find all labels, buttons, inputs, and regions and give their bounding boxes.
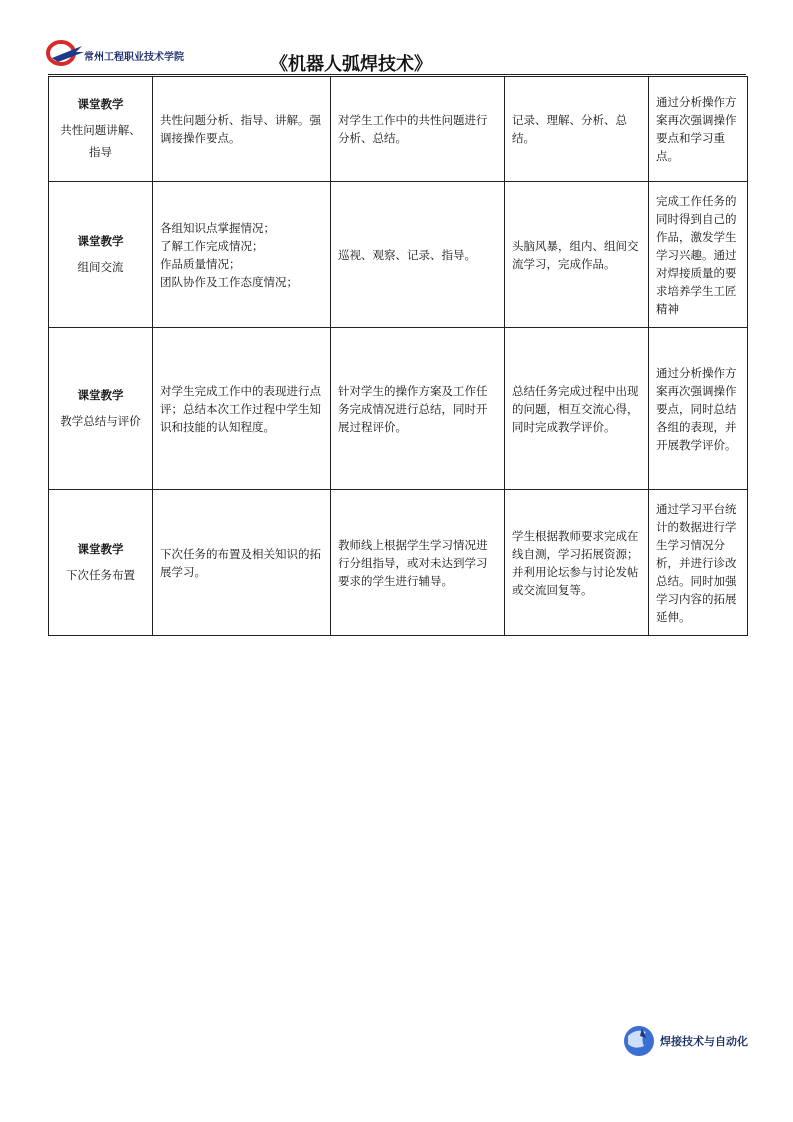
student-activity-cell: 学生根据教师要求完成在线自测，学习拓展资源；并利用论坛参与讨论发帖或交流回复等。 xyxy=(505,490,649,636)
content-cell: 下次任务的布置及相关知识的拓展学习。 xyxy=(153,490,331,636)
stage-name-label: 共性问题讲解、指导 xyxy=(60,123,141,159)
content-line: 各组知识点掌握情况； xyxy=(160,220,275,235)
content-line: 作品质量情况； xyxy=(160,256,241,271)
header-divider xyxy=(48,74,746,75)
table-row xyxy=(49,328,748,490)
table-row xyxy=(49,182,748,328)
welding-globe-icon xyxy=(622,1024,656,1058)
school-name: 常州工程职业技术学院 xyxy=(84,52,184,63)
content-cell: 共性问题分析、指导、讲解。强调接操作要点。 xyxy=(153,77,331,182)
student-activity-cell: 头脑风暴，组内、组间交流学习，完成作品。 xyxy=(505,182,649,328)
design-intent-cell: 通过学习平台统计的数据进行学生学习情况分析，并进行诊改总结。同时加强学习内容的拓展延伸。 xyxy=(649,490,748,636)
content-cell: 对学生完成工作中的表现进行点评；总结本次工作过程中学生知识和技能的认知程度。 xyxy=(153,328,331,490)
student-activity-cell: 总结任务完成过程中出现的问题，相互交流心得，同时完成教学评价。 xyxy=(505,328,649,490)
stage-cell xyxy=(49,77,153,182)
footer-label: 焊接技术与自动化 xyxy=(660,1035,748,1048)
stage-type-label: 课堂教学 xyxy=(77,97,124,111)
teacher-activity-cell: 巡视、观察、记录、指导。 xyxy=(331,182,505,328)
stage-type-label: 课堂教学 xyxy=(77,541,124,556)
table-row xyxy=(49,490,748,636)
content-line: 团队协作及工作态度情况； xyxy=(160,274,298,289)
design-intent-cell: 通过分析操作方案再次强调操作要点和学习重点。 xyxy=(649,77,748,182)
stage-type-label: 课堂教学 xyxy=(77,233,124,248)
teacher-activity-cell: 针对学生的操作方案及工作任务完成情况进行总结，同时开展过程评价。 xyxy=(331,328,505,490)
stage-name-label: 教学总结与评价 xyxy=(60,413,141,428)
teacher-activity-cell: 教师线上根据学生学习情况进行分组指导，或对未达到学习要求的学生进行辅导。 xyxy=(331,490,505,636)
teacher-activity-cell: 对学生工作中的共性问题进行分析、总结。 xyxy=(331,77,505,182)
stage-cell xyxy=(49,328,153,490)
lesson-plan-table xyxy=(48,76,748,636)
student-activity-cell: 记录、理解、分析、总结。 xyxy=(505,77,649,182)
stage-name-label: 组间交流 xyxy=(77,259,124,274)
content-cell xyxy=(153,182,331,328)
school-logo-icon xyxy=(46,40,86,66)
design-intent-cell: 通过分析操作方案再次强调操作要点，同时总结各组的表现，并开展教学评价。 xyxy=(649,328,748,490)
content-line: 了解工作完成情况； xyxy=(160,238,264,253)
stage-cell xyxy=(49,490,153,636)
document-title: 《机器人弧焊技术》 xyxy=(270,54,432,75)
stage-type-label: 课堂教学 xyxy=(77,387,124,402)
design-intent-cell: 完成工作任务的同时得到自己的作品，激发学生学习兴趣。通过对焊接质量的要求培养学生工匠精神 xyxy=(649,182,748,328)
table-row xyxy=(49,77,748,182)
stage-cell xyxy=(49,182,153,328)
stage-name-label: 下次任务布置 xyxy=(66,567,135,582)
